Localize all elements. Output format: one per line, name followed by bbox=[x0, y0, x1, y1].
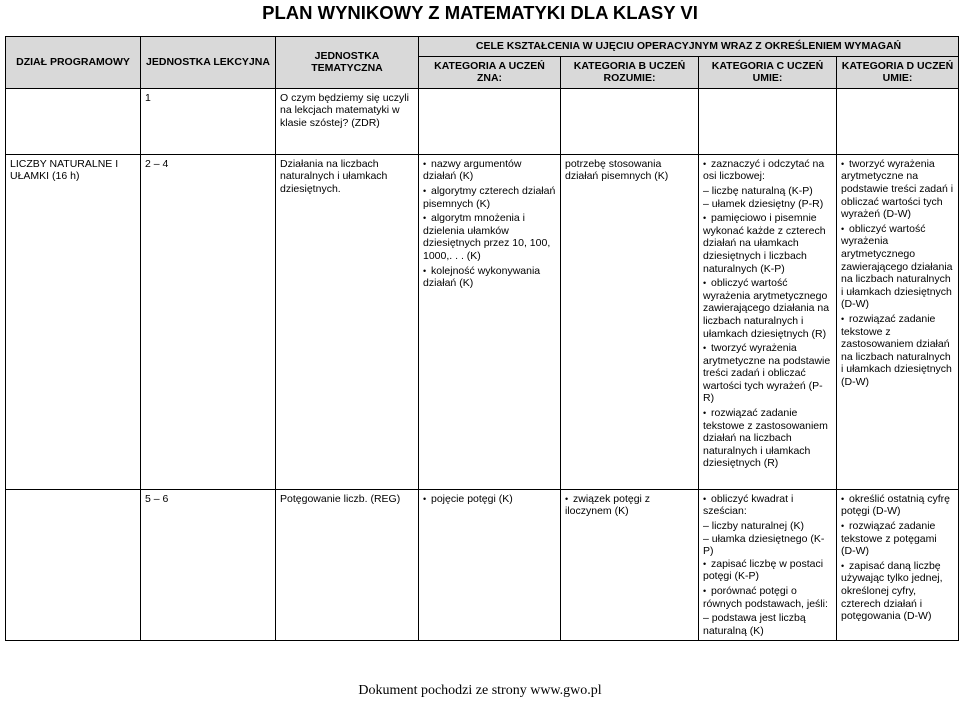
header-category-b: KATEGORIA B UCZEŃ ROZUMIE: bbox=[561, 56, 699, 88]
list-item bbox=[423, 185, 556, 210]
cell-category-d bbox=[837, 489, 959, 641]
bullet-icon: • bbox=[703, 158, 707, 169]
list-item-text: zapisać daną liczbę używając tylko jednej, określonej cyfry, czterech działań i potęgowania (D-W) bbox=[841, 559, 943, 623]
list-item-text: – liczby naturalnej (K) bbox=[703, 519, 804, 532]
cell-temat: Działania na liczbach naturalnych i ułamkach dziesiętnych. bbox=[276, 154, 419, 489]
list-item-text: kolejność wykonywania działań (K) bbox=[423, 264, 541, 290]
bullet-list bbox=[703, 212, 832, 470]
bullet-icon: • bbox=[703, 558, 707, 569]
list-item-text: – ułamka dziesiętnego (K-P) bbox=[703, 532, 825, 558]
bullet-icon: • bbox=[703, 213, 707, 224]
plan-table bbox=[5, 36, 959, 641]
dash-item bbox=[703, 533, 832, 558]
bullet-icon: • bbox=[703, 493, 707, 504]
bullet-icon: • bbox=[841, 158, 845, 169]
list-item bbox=[703, 558, 832, 583]
list-item-text: rozwiązać zadanie tekstowe z zastosowaniem działań na liczbach naturalnych i ułamkach dziesiętnych (D-W) bbox=[841, 312, 952, 388]
plain-text: potrzebę stosowania działań pisemnych (K) bbox=[565, 157, 669, 183]
cell-category-c bbox=[699, 489, 837, 641]
header-jednostka-lekcyjna: JEDNOSTKA LEKCYJNA bbox=[141, 37, 276, 89]
cell-category-d bbox=[837, 88, 959, 154]
list-item-text: rozwiązać zadanie tekstowe z potęgami (D-W) bbox=[841, 519, 937, 558]
bullet-icon: • bbox=[841, 493, 845, 504]
list-item-text: porównać potęgi o równych podstawach, jeśli: bbox=[703, 584, 828, 610]
header-dzial: DZIAŁ PROGRAMOWY bbox=[6, 37, 141, 89]
list-item-text: rozwiązać zadanie tekstowe z zastosowaniem działań na liczbach naturalnych i ułamkach dziesiętnych (R) bbox=[703, 407, 828, 470]
cell-temat: Potęgowanie liczb. (REG) bbox=[276, 489, 419, 641]
list-item bbox=[703, 342, 832, 405]
bullet-icon: • bbox=[703, 278, 707, 289]
list-item-text: algorytmy czterech działań pisemnych (K) bbox=[423, 184, 556, 210]
list-item-text: pojęcie potęgi (K) bbox=[431, 492, 513, 505]
bullet-icon: • bbox=[423, 265, 427, 276]
cell-lekcja: 5 – 6 bbox=[141, 489, 276, 641]
list-item-text: określić ostatnią cyfrę potęgi (D-W) bbox=[841, 492, 950, 518]
table-row bbox=[6, 88, 959, 154]
list-item bbox=[703, 277, 832, 340]
header-category-a: KATEGORIA A UCZEŃ ZNA: bbox=[419, 56, 561, 88]
bullet-icon: • bbox=[703, 408, 707, 419]
header-category-d: KATEGORIA D UCZEŃ UMIE: bbox=[837, 56, 959, 88]
bullet-icon: • bbox=[423, 213, 427, 224]
list-item bbox=[841, 223, 954, 311]
page-title: PLAN WYNIKOWY Z MATEMATYKI DLA KLASY VI bbox=[262, 2, 698, 23]
list-item bbox=[841, 560, 954, 623]
list-item-text: nazwy argumentów działań (K) bbox=[423, 157, 522, 183]
cell-category-a bbox=[419, 489, 561, 641]
cell-category-a bbox=[419, 88, 561, 154]
list-item-text: obliczyć wartość wyrażenia arytmetycznego zawierającego działania na liczbach naturalnych i ułamkach dziesiętnych (D-W) bbox=[841, 222, 953, 311]
bullet-icon: • bbox=[841, 560, 845, 571]
bullet-icon: • bbox=[841, 313, 845, 324]
dash-item bbox=[703, 520, 832, 533]
list-item-text: – podstawa jest liczbą naturalną (K) bbox=[703, 612, 806, 637]
list-item-text: algorytm mnożenia i dzielenia ułamków dziesiętnych przez 10, 100, 1000,. . . (K) bbox=[423, 212, 551, 262]
list-item bbox=[565, 493, 694, 518]
cell-category-b bbox=[561, 88, 699, 154]
list-item-text: obliczyć wartość wyrażenia arytmetycznego zawierającego działania na liczbach naturalnych i ułamkach dziesiętnych (R) bbox=[703, 277, 830, 340]
list-item-text: pamięciowo i pisemnie wykonać każde z czterech działań na ułamkach dziesiętnych i liczbach naturalnych (K-P) bbox=[703, 212, 826, 275]
dash-item: – ułamek dziesiętny (P-R) bbox=[703, 197, 824, 210]
cell-dzial: LICZBY NATURALNE I UŁAMKI (16 h) bbox=[6, 154, 141, 489]
bullet-icon: • bbox=[703, 343, 707, 354]
header-jednostka-tematyczna: JEDNOSTKA TEMATYCZNA bbox=[276, 37, 419, 89]
bullet-list bbox=[841, 493, 954, 623]
list-item-text: tworzyć wyrażenia arytmetyczne na podstawie treści zadań i obliczać wartości tych wyrażeń (D-W) bbox=[841, 157, 954, 221]
cell-dzial bbox=[6, 88, 141, 154]
list-item bbox=[703, 212, 832, 275]
list-item bbox=[423, 493, 556, 506]
cell-category-b bbox=[561, 489, 699, 641]
dash-item bbox=[703, 612, 832, 637]
list-item-text: obliczyć kwadrat i sześcian: bbox=[703, 492, 794, 518]
cell-temat: O czym będziemy się uczyli na lekcjach matematyki w klasie szóstej? (ZDR) bbox=[276, 88, 419, 154]
cell-category-c bbox=[699, 154, 837, 489]
cell-category-d bbox=[837, 154, 959, 489]
list-item bbox=[703, 407, 832, 470]
list-item bbox=[703, 493, 832, 518]
header-goals: CELE KSZTAŁCENIA W UJĘCIU OPERACYJNYM WRAZ Z OKREŚLENIEM WYMAGAŃ bbox=[419, 37, 959, 57]
mixed-list bbox=[703, 493, 832, 638]
bullet-list bbox=[423, 158, 556, 290]
dash-item: – liczbę naturalną (K-P) bbox=[703, 184, 813, 197]
list-item bbox=[841, 520, 954, 558]
bullet-list bbox=[565, 493, 694, 518]
list-item-text: zapisać liczbę w postaci potęgi (K-P) bbox=[703, 557, 824, 583]
list-item-text: zaznaczyć i odczytać na osi liczbowej: bbox=[703, 157, 825, 183]
bullet-list bbox=[841, 158, 954, 389]
bullet-list bbox=[423, 493, 556, 506]
list-item bbox=[841, 493, 954, 518]
list-item bbox=[703, 585, 832, 610]
list-item-text: tworzyć wyrażenia arytmetyczne na podstawie treści zadań i obliczać wartości tych wyrażeń (P-R) bbox=[703, 342, 831, 405]
table-row bbox=[6, 154, 959, 489]
bullet-icon: • bbox=[423, 185, 427, 196]
cell-category-a bbox=[419, 154, 561, 489]
bullet-icon: • bbox=[423, 493, 427, 504]
list-item-text: związek potęgi z iloczynem (K) bbox=[565, 492, 651, 518]
list-item bbox=[423, 265, 556, 290]
bullet-icon: • bbox=[565, 493, 569, 504]
cell-lekcja: 2 – 4 bbox=[141, 154, 276, 489]
list-item bbox=[841, 313, 954, 389]
cell-dzial bbox=[6, 489, 141, 641]
bullet-icon: • bbox=[423, 158, 427, 169]
bullet-icon: • bbox=[841, 223, 845, 234]
table-row bbox=[6, 489, 959, 641]
cell-lekcja: 1 bbox=[141, 88, 276, 154]
bullet-list bbox=[703, 158, 832, 183]
bullet-icon: • bbox=[703, 585, 707, 596]
list-item bbox=[423, 158, 556, 183]
list-item bbox=[423, 212, 556, 262]
cell-category-c bbox=[699, 88, 837, 154]
header-category-c: KATEGORIA C UCZEŃ UMIE: bbox=[699, 56, 837, 88]
list-item bbox=[703, 158, 832, 183]
footer-source: Dokument pochodzi ze strony www.gwo.pl bbox=[358, 683, 602, 698]
bullet-icon: • bbox=[841, 520, 845, 531]
cell-category-b bbox=[561, 154, 699, 489]
list-item bbox=[841, 158, 954, 221]
